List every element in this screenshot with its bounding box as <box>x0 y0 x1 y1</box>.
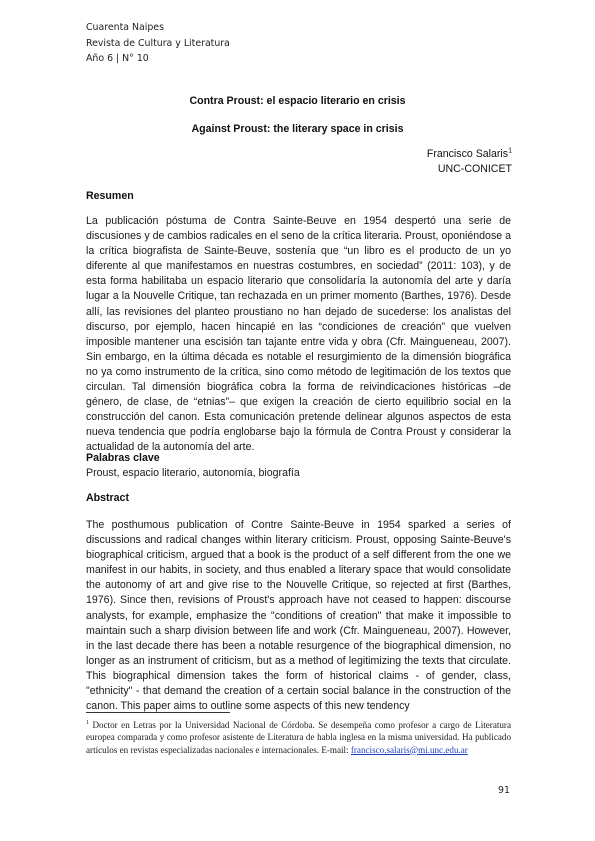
footnote-mark: 1 <box>86 719 89 726</box>
footnote-divider <box>86 712 230 713</box>
article-title-english: Against Proust: the literary space in crisis <box>191 123 404 135</box>
author-email-link[interactable]: francisco.salaris@mi.unc.edu.ar <box>350 744 468 755</box>
footnote <box>86 719 511 756</box>
resumen-heading: Resumen <box>86 190 134 202</box>
author-line <box>427 147 512 162</box>
article-title-spanish: Contra Proust: el espacio literario en crisis <box>189 95 406 107</box>
journal-header <box>86 20 230 67</box>
author-affiliation: UNC-CONICET <box>437 163 512 175</box>
journal-issue: Año 6 | N° 10 <box>86 53 149 64</box>
author-footnote-mark[interactable]: 1 <box>508 147 512 155</box>
journal-subtitle: Revista de Cultura y Literatura <box>86 37 230 49</box>
journal-name: Cuarenta Naipes <box>86 22 164 33</box>
keywords-heading: Palabras clave <box>86 452 160 464</box>
author-name: Francisco Salaris <box>426 148 509 160</box>
keywords-text: Proust, espacio literario, autonomía, biografía <box>86 467 300 479</box>
footnote-text: Doctor en Letras por la Universidad Nacional de Córdoba. Se desempeña como profesor a cargo de Literatura europea comparada y como profesor asistente de Literatura de habla inglesa en la misma universidad. Ha publicado artículos en revistas especializadas nacionales e internacionales. E-mail: <box>86 720 511 755</box>
page-number: 91 <box>498 785 510 796</box>
resumen-paragraph: La publicación póstuma de Contra Sainte-Beuve en 1954 despertó una serie de discusiones y de cambios radicales en el seno de la crítica literaria. Proust, oponiéndose a la crítica biografista de Sainte-Beuve, sostenía que “un libro es el producto de un yo diferente al que manifestamos en nuestras costumbres, en sociedad” (2011: 103), y de esta forma habilitaba un espacio literario que consolidaría la autonomía del arte y daría lugar a la Nouvelle Critique, tan rechazada en un primer momento (Barthes, 1976). Desde allí, las revisiones del planteo proustiano no han dejado de sucederse: los analistas del discurso, por ejemplo, hacen hincapié en las “condiciones de creación” que vuelven imposible mantener una escisión tan tajante entre vida y obra (Cfr. Maingueneau, 2007). Sin embargo, en la última década es notable el resurgimiento de la dimensión biográfica no ya como instrumento de la crítica, sino como método de legitimación de los textos que circulan. Tal dimensión biográfica cobra la forma de reivindicaciones históricas –de género, de clase, de “etnias”– que exigen la creación de cierto equilibrio social en la construcción del canon. Esta comunicación pretende delinear algunos aspectos de esta nueva tendencia que podría englobarse bajo la fórmula de Contra Proust y considerar la actualidad de la autonomía del arte. <box>86 215 511 454</box>
abstract-heading: Abstract <box>86 492 129 504</box>
abstract-paragraph: The posthumous publication of Contre Sainte-Beuve in 1954 sparked a series of discussions and radical changes within literary criticism. Proust, opposing Sainte-Beuve's biographical criticism, argued that a book is the product of a self different from the one we manifest in our habits, in society, and thus enabled a literary space that would consolidate the autonomy of art and give rise to the Nouvelle Critique, so rejected at first (Barthes, 1976). Since then, revisions of Proust's approach have not ceased to happen: discourse analysts, for example, emphasize the "conditions of creation" that make it impossible to maintain such a sharp division between life and work (Cfr. Maingueneau, 2007). However, in the last decade there has been a notable resurgence of the biographical dimension, no longer as an instrument of criticism, but as a method of legitimizing the texts that circulate. This biographical dimension takes the form of historical claims - of gender, class, "ethnicity" - that demand the creation of a certain social balance in the construction of the canon. This paper aims to outline some aspects of this new tendency <box>86 519 511 713</box>
